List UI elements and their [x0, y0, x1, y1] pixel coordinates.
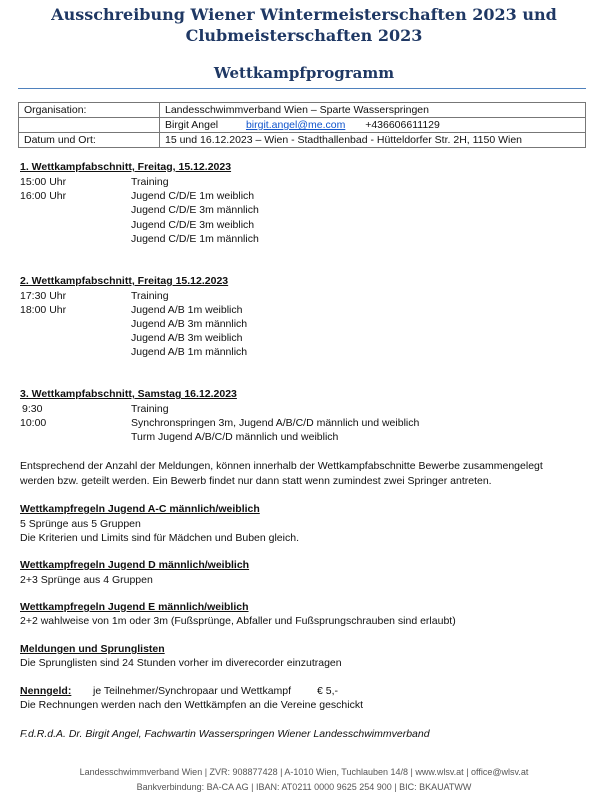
org-row-contact	[19, 118, 586, 133]
contact-email-link[interactable]: birgit.angel@me.com	[245, 119, 346, 131]
section2-event-item: Jugend A/B 1m männlich	[131, 346, 248, 358]
section3-heading: 3. Wettkampfabschnitt, Samstag 16.12.2023	[20, 388, 237, 400]
footer-line2: Bankverbindung: BA-CA AG | IBAN: AT0211 0000 9625 254 900 | BIC: BKAUATWW	[136, 782, 472, 792]
note-line2: werden bzw. geteilt werden. Ein Bewerb findet nur dann statt wenn zumindest zwei Springer antreten.	[20, 475, 492, 487]
date-value: 15 und 16.12.2023 – Wien - Stadthallenbad - Hütteldorfer Str. 2H, 1150 Wien	[160, 133, 586, 148]
section2-event-item: Jugend A/B 3m weiblich	[131, 332, 243, 344]
section2-time2: 18:00 Uhr	[20, 304, 67, 316]
organisation-table	[18, 102, 586, 148]
section1-event-item: Jugend C/D/E 1m männlich	[131, 233, 259, 245]
fee-label: Nenngeld:	[20, 685, 72, 697]
section3-event1: Training	[131, 403, 169, 415]
fee-line2: Die Rechnungen werden nach den Wettkämpfen an die Vereine geschickt	[20, 699, 364, 711]
document-title-line2: Clubmeisterschaften 2023	[185, 26, 423, 45]
section3-time1: 9:30	[22, 403, 43, 415]
section1-heading: 1. Wettkampfabschnitt, Freitag, 15.12.2023	[20, 161, 232, 173]
document-subtitle: Wettkampfprogramm	[213, 64, 395, 82]
fee-text: je Teilnehmer/Synchropaar und Wettkampf	[93, 685, 292, 697]
date-label: Datum und Ort:	[19, 133, 160, 148]
section2-event-item: Jugend A/B 1m weiblich	[131, 304, 243, 316]
section3-event3: Turm Jugend A/B/C/D männlich und weiblich	[131, 431, 339, 443]
org-contact-cell	[160, 118, 586, 133]
org-empty-cell	[19, 118, 160, 133]
contact-name: Birgit Angel	[165, 119, 219, 131]
rules-d-heading: Wettkampfregeln Jugend D männlich/weiblich	[20, 559, 250, 571]
header-divider	[18, 88, 586, 89]
section1-event-item: Jugend C/D/E 1m weiblich	[131, 190, 255, 202]
rules-e-line1: 2+2 wahlweise von 1m oder 3m (Fußsprünge, Abfaller und Fußsprungschrauben sind erlaubt)	[20, 615, 456, 627]
section1-time1: 15:00 Uhr	[20, 176, 67, 188]
section3-event2: Synchronspringen 3m, Jugend A/B/C/D männlich und weiblich	[131, 417, 420, 429]
signature-line: F.d.R.d.A. Dr. Birgit Angel, Fachwartin Wasserspringen Wiener Landesschwimmverband	[20, 728, 430, 740]
rules-d-line1: 2+3 Sprünge aus 4 Gruppen	[20, 574, 153, 586]
section2-heading: 2. Wettkampfabschnitt, Freitag 15.12.2023	[20, 275, 229, 287]
section1-event-item: Jugend C/D/E 3m männlich	[131, 204, 259, 216]
document-title-line1: Ausschreibung Wiener Wintermeisterschaften 2023 und	[51, 5, 557, 24]
footer-line1: Landesschwimmverband Wien | ZVR: 908877428 | A-1010 Wien, Tuchlauben 14/8 | www.wlsv.at | office@wlsv.at	[79, 767, 529, 777]
rules-ac-heading: Wettkampfregeln Jugend A-C männlich/weiblich	[20, 503, 260, 515]
org-value: Landesschwimmverband Wien – Sparte Wasserspringen	[160, 103, 586, 118]
section2-event1: Training	[131, 290, 169, 302]
section1-event-item: Jugend C/D/E 3m weiblich	[131, 219, 255, 231]
rules-ac-line2: Die Kriterien und Limits sind für Mädchen und Buben gleich.	[20, 532, 299, 544]
section1-time2: 16:00 Uhr	[20, 190, 67, 202]
section2-time1: 17:30 Uhr	[20, 290, 67, 302]
org-row-date	[19, 133, 586, 148]
contact-phone: +436606611129	[365, 119, 440, 131]
section1-event1: Training	[131, 176, 169, 188]
note-line1: Entsprechend der Anzahl der Meldungen, können innerhalb der Wettkampfabschnitte Bewerbe zusammengelegt	[20, 460, 543, 472]
org-row-organisation	[19, 103, 586, 118]
rules-ac-line1: 5 Sprünge aus 5 Gruppen	[20, 518, 141, 530]
registration-line1: Die Sprunglisten sind 24 Stunden vorher im diverecorder einzutragen	[20, 657, 342, 669]
section2-event-item: Jugend A/B 3m männlich	[131, 318, 248, 330]
section3-time2: 10:00	[20, 417, 47, 429]
registration-heading: Meldungen und Sprunglisten	[20, 643, 165, 655]
fee-amount: € 5,-	[317, 685, 339, 697]
rules-e-heading: Wettkampfregeln Jugend E männlich/weiblich	[20, 601, 249, 613]
org-label: Organisation:	[19, 103, 160, 118]
